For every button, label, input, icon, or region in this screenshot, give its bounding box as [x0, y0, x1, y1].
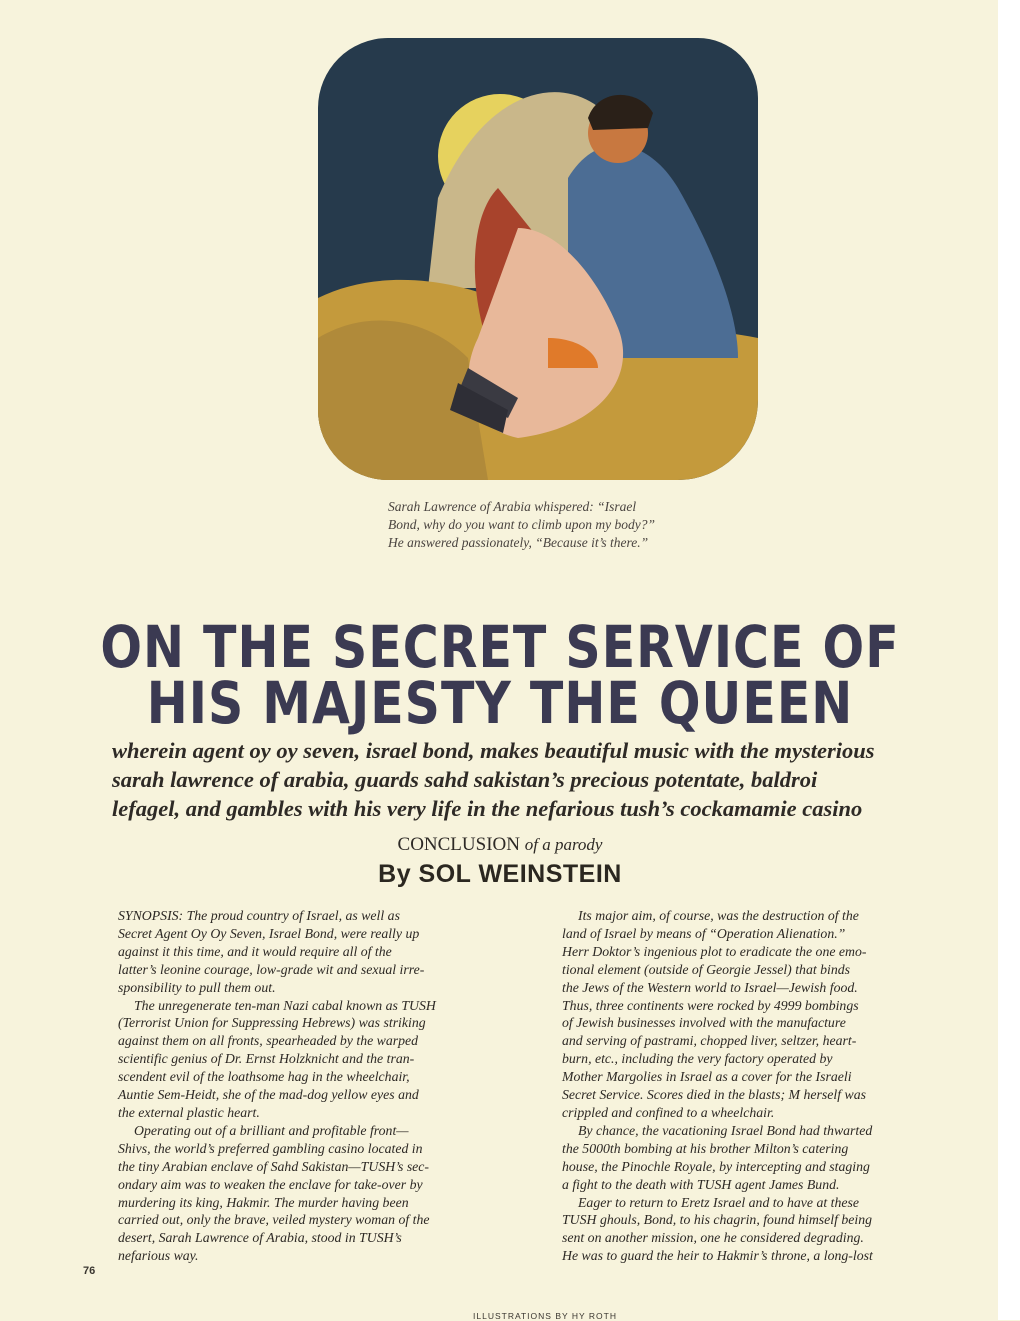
headline-line-2: HIS MAJESTY THE QUEEN — [146, 669, 854, 738]
article-column-right — [562, 907, 977, 1265]
text-line: ondary aim was to weaken the enclave for take-over by — [118, 1176, 423, 1192]
paragraph — [118, 1122, 533, 1265]
text-line: By chance, the vacationing Israel Bond had thwarted — [578, 1122, 873, 1138]
embracing-couple-illustration — [318, 38, 758, 480]
paragraph — [562, 907, 977, 1122]
text-line: the 5000th bombing at his brother Milton’s catering — [562, 1140, 849, 1156]
caption-line: He answered passionately, “Because it’s there.” — [388, 535, 649, 550]
text-line: Its major aim, of course, was the destruction of the — [578, 908, 859, 923]
series-label — [0, 834, 1000, 856]
text-line: carried out, only the brave, veiled mystery woman of the — [118, 1212, 430, 1228]
text-line: Shivs, the world’s preferred gambling casino located in — [118, 1140, 423, 1156]
conclusion-rest: of a parody — [524, 835, 603, 854]
illustration-credit: ILLUSTRATIONS BY HY ROTH — [473, 1311, 617, 1321]
text-line: the tiny Arabian enclave of Sahd Sakistan—TUSH’s sec- — [118, 1158, 430, 1174]
text-line: Mother Margolies in Israel as a cover for the Israeli — [562, 1069, 852, 1085]
subhead-line: lefagel, and gambles with his very life in the nefarious tush’s cockamamie casino — [112, 796, 863, 821]
text-line: Operating out of a brilliant and profitable front— — [134, 1122, 409, 1138]
text-line: crippled and confined to a wheelchair. — [562, 1104, 775, 1120]
text-line: nefarious way. — [118, 1248, 199, 1264]
subhead-line: sarah lawrence of arabia, guards sahd sakistan’s precious potentate, baldroi — [112, 767, 818, 792]
page-edge — [998, 0, 1020, 1320]
text-line: the Jews of the Western world to Israel—Jewish food. — [562, 979, 858, 995]
conclusion-word: CONCLUSION — [397, 834, 520, 855]
text-line: Secret Agent Oy Oy Seven, Israel Bond, were really up — [118, 925, 420, 941]
text-line: house, the Pinochle Royale, by intercepting and staging — [562, 1158, 870, 1174]
text-line: land of Israel by means of “Operation Alienation.” — [562, 925, 846, 941]
byline: By SOL WEINSTEIN — [378, 860, 622, 888]
caption-line: Bond, why do you want to climb upon my body?” — [388, 517, 655, 532]
text-line: and serving of pastrami, chopped liver, seltzer, heart- — [562, 1033, 857, 1049]
text-line: latter’s leonine courage, low-grade wit and sexual irre- — [118, 961, 425, 977]
text-line: desert, Sarah Lawrence of Arabia, stood in TUSH’s — [118, 1230, 402, 1246]
text-line: sponsibility to pull them out. — [118, 979, 276, 995]
text-line: He was to guard the heir to Hakmir’s throne, a long-lost — [562, 1248, 873, 1264]
text-line: of Jewish businesses involved with the manufacture — [562, 1015, 846, 1031]
text-line: TUSH ghouls, Bond, to his chagrin, found himself being — [562, 1212, 873, 1228]
text-line: Herr Doktor’s ingenious plot to eradicate the one emo- — [562, 943, 867, 959]
text-line: murdering its king, Hakmir. The murder having been — [118, 1194, 409, 1210]
headline-line-1: ON THE SECRET SERVICE OF — [100, 613, 900, 682]
text-line: The unregenerate ten-man Nazi cabal known as TUSH — [134, 997, 436, 1013]
paragraph — [562, 1194, 977, 1266]
text-line: the external plastic heart. — [118, 1104, 260, 1120]
illustration — [318, 38, 758, 480]
text-line: Secret Service. Scores died in the blasts; M herself was — [562, 1087, 866, 1103]
text-line: against it this time, and it would require all of the — [118, 943, 392, 959]
subhead — [112, 736, 982, 823]
subhead-line: wherein agent oy oy seven, israel bond, makes beautiful music with the mysterious — [112, 738, 875, 763]
page-number: 76 — [83, 1265, 96, 1277]
text-line: against them on all fronts, spearheaded by the warped — [118, 1033, 419, 1049]
illustration-caption — [388, 498, 728, 552]
text-line: Thus, three continents were rocked by 4999 bombings — [562, 997, 859, 1013]
paragraph — [562, 1122, 977, 1194]
text-line: burn, etc., including the very factory operated by — [562, 1051, 833, 1067]
text-line: sent on another mission, one he considered degrading. — [562, 1230, 864, 1246]
caption-line: Sarah Lawrence of Arabia whispered: “Israel — [388, 499, 637, 514]
text-line: tional element (outside of Georgie Jessel) that binds — [562, 961, 851, 977]
paragraph — [118, 907, 533, 997]
text-line: a fight to the death with TUSH agent James Bund. — [562, 1176, 840, 1192]
paragraph — [118, 997, 533, 1122]
text-line: scendent evil of the loathsome hag in the wheelchair, — [118, 1069, 410, 1085]
text-line: (Terrorist Union for Suppressing Hebrews) was striking — [118, 1015, 426, 1031]
article-column-left — [118, 907, 533, 1265]
text-line: Eager to return to Eretz Israel and to have at these — [578, 1194, 860, 1210]
text-line: Auntie Sem-Heidt, she of the mad-dog yellow eyes and — [118, 1087, 419, 1103]
text-line: scientific genius of Dr. Ernst Holzknicht and the tran- — [118, 1051, 415, 1067]
text-line: SYNOPSIS: The proud country of Israel, as well as — [118, 908, 400, 923]
